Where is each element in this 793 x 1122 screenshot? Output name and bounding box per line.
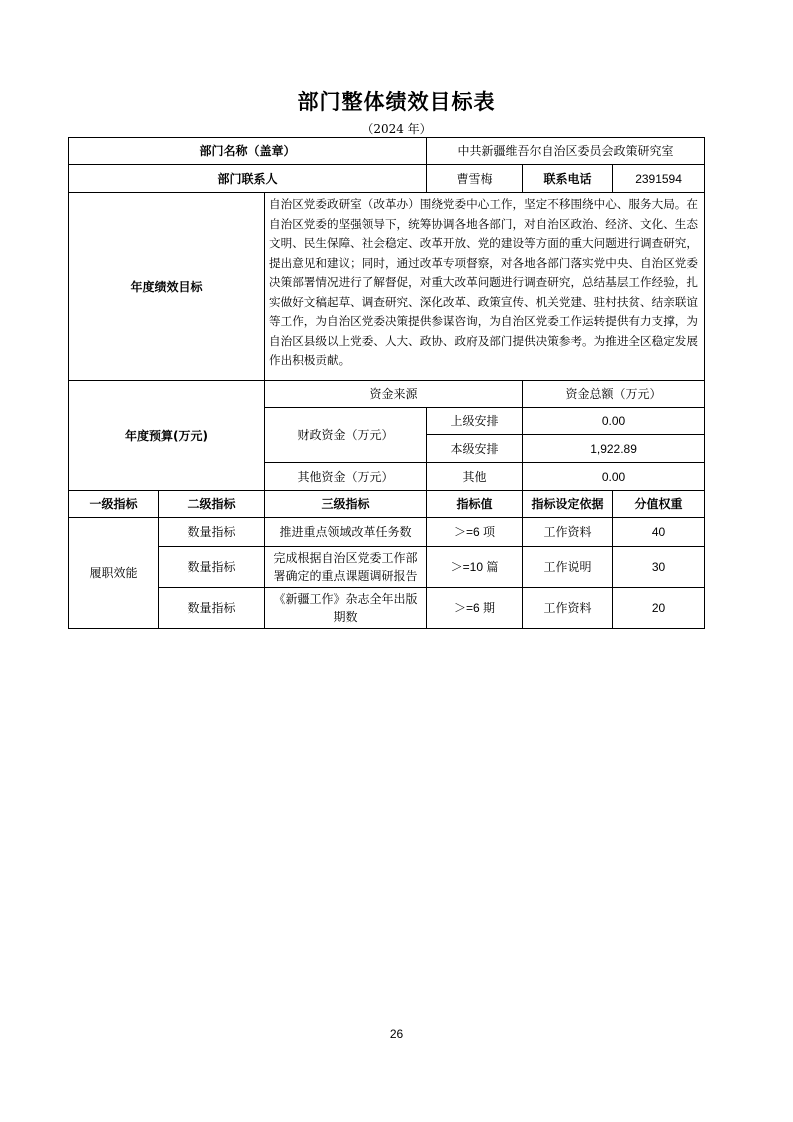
dept-name-value: 中共新疆维吾尔自治区委员会政策研究室 — [427, 138, 705, 165]
budget-upper-value: 0.00 — [523, 408, 705, 435]
level3-value: 《新疆工作》杂志全年出版期数 — [265, 588, 427, 629]
indicator-value: ＞=10 篇 — [427, 547, 523, 588]
budget-source-header: 资金来源 — [265, 381, 523, 408]
budget-other-sub-label: 其他 — [427, 463, 523, 491]
indicator-basis: 工作资料 — [523, 518, 613, 547]
table-row — [69, 588, 705, 629]
goal-label: 年度绩效目标 — [69, 193, 265, 381]
performance-table — [68, 137, 705, 629]
header-level1: 一级指标 — [69, 491, 159, 518]
page-number: 26 — [389, 1027, 404, 1041]
level2-value: 数量指标 — [159, 518, 265, 547]
indicator-value: ＞=6 期 — [427, 588, 523, 629]
contact-row — [69, 165, 705, 193]
budget-header-row — [69, 381, 705, 408]
year-label: （2024 年） — [361, 122, 432, 136]
phone-label: 联系电话 — [523, 165, 613, 193]
indicator-value: ＞=6 项 — [427, 518, 523, 547]
level2-value: 数量指标 — [159, 547, 265, 588]
budget-total-header: 资金总额（万元） — [523, 381, 705, 408]
phone-value: 2391594 — [613, 165, 705, 193]
header-level3: 三级指标 — [265, 491, 427, 518]
header-basis: 指标设定依据 — [523, 491, 613, 518]
level3-value: 完成根据自治区党委工作部署确定的重点课题调研报告 — [265, 547, 427, 588]
budget-fiscal-label: 财政资金（万元） — [265, 408, 427, 463]
budget-upper-label: 上级安排 — [427, 408, 523, 435]
dept-name-label: 部门名称（盖章） — [69, 138, 427, 165]
goal-text: 自治区党委政研室（改革办）围绕党委中心工作，坚定不移围绕中心、服务大局。在自治区党委的坚强领导下，统筹协调各地各部门，对自治区政治、经济、文化、生态文明、民生保障、社会稳定、改革开放、党的建设等方面的重大问题进行调查研究，提出意见和建议；同时，通过改革专项督察，对各地各部门落实党中央、自治区党委决策部署情况进行了解督促，对重大改革问题进行调查研究，总结基层工作经验，扎实做好文稿起草、调查研究、深化改革、政策宣传、机关党建、驻村扶贫、结亲联谊等工作，为自治区党委决策提供参谋咨询，为自治区党委工作运转提供有力支撑，为自治区县级以上党委、人大、政协、政府及部门提供决策参考。为推进全区稳定发展作出积极贡献。 — [265, 193, 705, 381]
indicator-header-row — [69, 491, 705, 518]
budget-other-value: 0.00 — [523, 463, 705, 491]
indicator-weight: 30 — [613, 547, 705, 588]
indicator-basis: 工作说明 — [523, 547, 613, 588]
level1-value: 履职效能 — [69, 518, 159, 629]
budget-local-value: 1,922.89 — [523, 435, 705, 463]
level2-value: 数量指标 — [159, 588, 265, 629]
indicator-weight: 20 — [613, 588, 705, 629]
goal-row — [69, 193, 705, 381]
level3-value: 推进重点领域改革任务数 — [265, 518, 427, 547]
contact-value: 曹雪梅 — [427, 165, 523, 193]
table-row — [69, 547, 705, 588]
dept-name-row — [69, 138, 705, 165]
table-row — [69, 518, 705, 547]
budget-other-label: 其他资金（万元） — [265, 463, 427, 491]
budget-local-label: 本级安排 — [427, 435, 523, 463]
indicator-weight: 40 — [613, 518, 705, 547]
page-title: 部门整体绩效目标表 — [297, 90, 496, 114]
header-value: 指标值 — [427, 491, 523, 518]
indicator-basis: 工作资料 — [523, 588, 613, 629]
header-level2: 二级指标 — [159, 491, 265, 518]
header-weight: 分值权重 — [613, 491, 705, 518]
contact-label: 部门联系人 — [69, 165, 427, 193]
budget-label: 年度预算(万元) — [69, 381, 265, 491]
